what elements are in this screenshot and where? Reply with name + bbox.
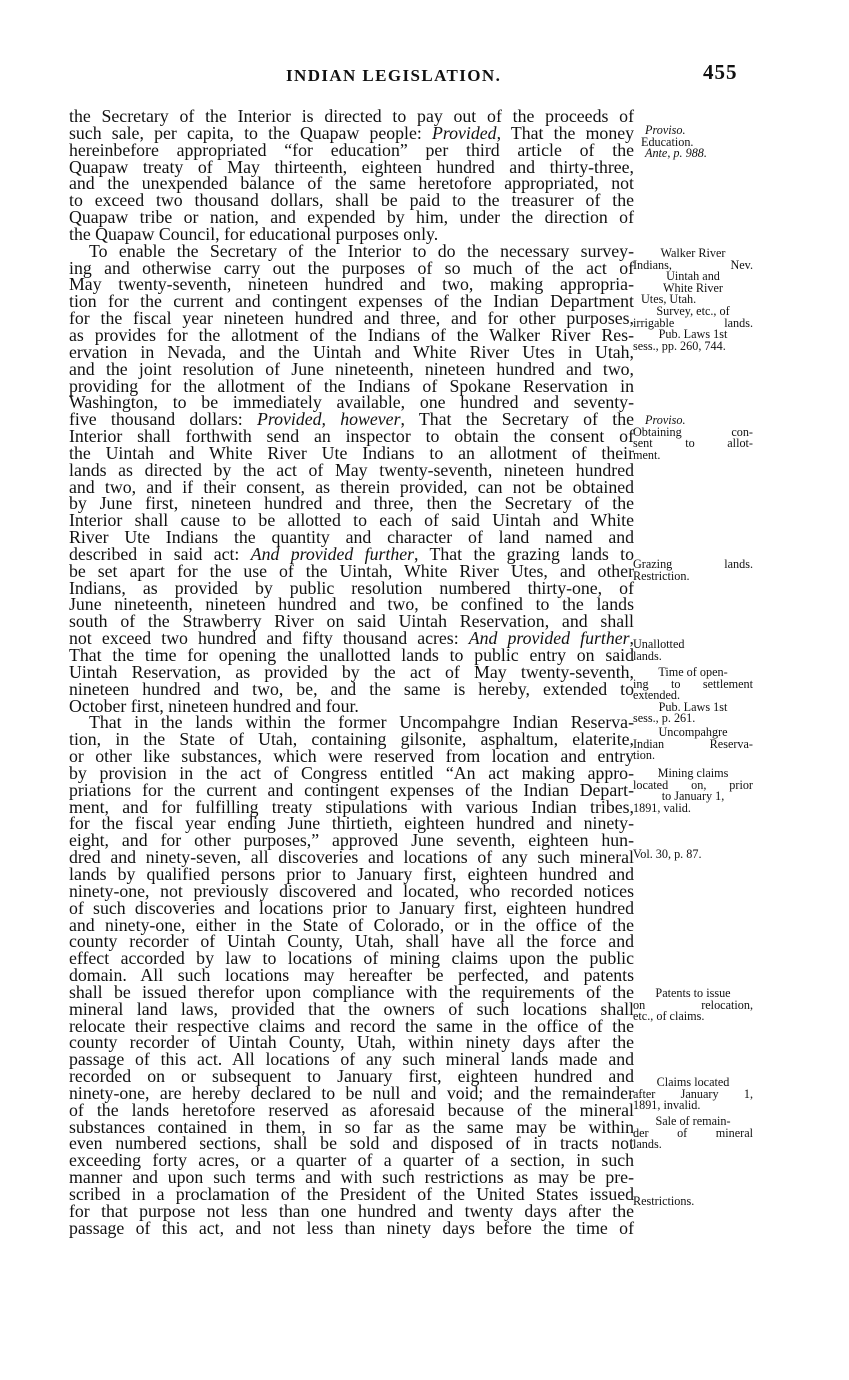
text-line: manner and upon such terms and with such restrictions as may be pre- bbox=[69, 1167, 634, 1188]
margin-note bbox=[633, 248, 753, 352]
margin-note-line: located on, prior bbox=[633, 777, 753, 792]
margin-note bbox=[633, 667, 753, 725]
text-line: scribed in a proclamation of the President of the United States issued bbox=[69, 1184, 634, 1204]
text-line: by June first, nineteen hundred and three, then the Secretary of the bbox=[69, 493, 634, 514]
running-head: INDIAN LEGISLATION. bbox=[286, 66, 502, 85]
text-line: River Ute Indians the quantity and character of land named and bbox=[69, 527, 634, 548]
margin-note-line: Uncompahgre bbox=[658, 725, 728, 739]
margin-note-line: 1891, valid. bbox=[633, 800, 691, 815]
text-line: ninety-one, not previously discovered and located, who recorded notices bbox=[69, 880, 634, 901]
text-line: not exceed two hundred and fifty thousand acres: And provided further, bbox=[69, 628, 634, 649]
text-line: or other like substances, which were reserved from location and entry bbox=[69, 746, 634, 767]
margin-note-line: lands. bbox=[633, 648, 662, 663]
text-line: June nineteenth, nineteen hundred and two, be confined to the lands bbox=[69, 594, 634, 615]
margin-note-line: on relocation, bbox=[633, 997, 753, 1012]
text-line: ervation in Nevada, and the Uintah and White River Utes in Utah, bbox=[69, 341, 634, 362]
margin-note-line: sent to allot- bbox=[633, 436, 753, 451]
text-line: mineral land laws, provided that the owners of such locations shall bbox=[69, 998, 634, 1019]
margin-note-line: Proviso. bbox=[645, 123, 686, 137]
text-line: Quapaw treaty of May thirteenth, eighteen hundred and thirty-three, bbox=[69, 156, 634, 177]
text-line: ing and otherwise carry out the purposes of so much of the act of bbox=[69, 257, 634, 278]
text-line: To enable the Secretary of the Interior to do the necessary survey- bbox=[89, 240, 634, 261]
text-line: described in said act: And provided further, That the grazing lands to bbox=[69, 543, 634, 564]
margin-note-line: Pub. Laws 1st bbox=[658, 699, 728, 714]
text-line: to exceed two thousand dollars, shall be paid to the treasurer of the bbox=[69, 190, 634, 211]
text-line: and ninety-one, either in the State of Colorado, or in the office of the bbox=[69, 914, 634, 935]
text-line: effect accorded by law to locations of mining claims upon the public bbox=[69, 948, 634, 969]
text-line: and two, and if their consent, as therein provided, can not be obtained bbox=[69, 476, 634, 497]
margin-note bbox=[633, 988, 753, 1023]
text-line: recorded on or subsequent to January first, eighteen hundred and bbox=[69, 1066, 634, 1087]
text-line: and the unexpended balance of the same heretofore appropriated, not bbox=[69, 173, 634, 194]
margin-note bbox=[633, 125, 753, 160]
text-line: and the joint resolution of June nineteenth, nineteen hundred and two, bbox=[69, 358, 634, 379]
text-line: for the fiscal year ending June thirtieth, eighteen hundred and ninety- bbox=[69, 813, 634, 834]
margin-note-line: irrigable lands. bbox=[633, 315, 753, 330]
margin-note-line: ing to settlement bbox=[633, 676, 753, 691]
margin-note-line: etc., of claims. bbox=[633, 1009, 705, 1024]
text-line: the Uintah and White River Ute Indians to an allotment of their bbox=[69, 442, 634, 463]
margin-note-line: Unallotted bbox=[633, 637, 685, 651]
text-line: as provides for the allotment of the Indians of the Walker River Res- bbox=[69, 324, 634, 345]
text-line: hereinbefore appropriated “for education” per third article of the bbox=[69, 139, 634, 160]
text-line: passage of this act. All locations of any such mineral lands made and bbox=[69, 1049, 634, 1070]
margin-note-line: Indian Reserva- bbox=[633, 736, 753, 751]
text-line: domain. All such locations may hereafter be perfected, and patents bbox=[69, 965, 634, 986]
margin-note-line: lands. bbox=[633, 1137, 662, 1152]
text-line: such sale, per capita, to the Quapaw people: Provided, That the money bbox=[69, 122, 634, 143]
margin-note bbox=[633, 1077, 753, 1112]
text-line: shall be issued therefor upon compliance with the requirements of the bbox=[69, 981, 634, 1002]
margin-note-line: extended. bbox=[633, 688, 681, 703]
text-line: Indians, as provided by public resolution numbered thirty-one, of bbox=[69, 577, 634, 598]
margin-note-line: Walker River bbox=[660, 246, 726, 260]
margin-note-line: Vol. 30, p. 87. bbox=[633, 847, 702, 861]
text-line: relocate their respective claims and record the same in the office of the bbox=[69, 1015, 634, 1036]
margin-note-line: after January 1, bbox=[633, 1086, 753, 1101]
margin-note-line: Sale of remain- bbox=[655, 1114, 731, 1128]
margin-note bbox=[633, 1196, 753, 1208]
text-line: for that purpose not less than one hundred and twenty days after the bbox=[69, 1200, 634, 1221]
margin-note-line: Obtaining con- bbox=[633, 424, 753, 439]
margin-note bbox=[633, 768, 753, 814]
margin-note-line: Indians, Nev. bbox=[633, 257, 753, 272]
text-line: That the time for opening the unallotted lands to public entry on said bbox=[69, 645, 634, 665]
margin-note-line: Pub. Laws 1st bbox=[658, 327, 728, 342]
text-line: tion, in the State of Utah, containing gilsonite, asphaltum, elaterite, bbox=[69, 729, 634, 750]
text-line: passage of this act, and not less than ninety days before the time of bbox=[69, 1217, 634, 1238]
text-line: of such discoveries and locations prior to January first, eighteen hundred bbox=[69, 897, 634, 918]
margin-note bbox=[633, 727, 753, 762]
margin-note-line: 1891, invalid. bbox=[633, 1098, 701, 1113]
text-line: Interior shall cause to be allotted to each of said Uintah and White bbox=[69, 510, 634, 531]
margin-note-line: Restrictions. bbox=[633, 1194, 695, 1208]
margin-note-line: Patents to issue bbox=[655, 986, 731, 1000]
main-text bbox=[69, 108, 634, 1237]
margin-note-line: to January 1, bbox=[661, 789, 725, 804]
text-line: dred and ninety-seven, all discoveries and locations of any such mineral bbox=[69, 847, 634, 868]
text-line: Quapaw tribe or nation, and expended by him, under the direction of bbox=[69, 207, 634, 228]
text-line: lands as directed by the act of May twenty-seventh, nineteen hundred bbox=[69, 459, 634, 480]
margin-note-line: Grazing lands. bbox=[633, 557, 753, 571]
margin-note-line: Uintah and bbox=[666, 269, 720, 284]
margin-note-line: Mining claims bbox=[657, 766, 729, 780]
margin-note-line: Time of open- bbox=[658, 665, 728, 679]
text-line: Washington, to be immediately available, one hundred and seventy- bbox=[69, 392, 634, 413]
text-line: lands by qualified persons prior to January first, eighteen hundred and bbox=[69, 863, 634, 884]
text-line: nineteen hundred and two, be, and the same is hereby, extended to bbox=[69, 678, 634, 699]
margin-note-line: Education. bbox=[641, 134, 694, 149]
text-line: providing for the allotment of the Indians of Spokane Reservation in bbox=[69, 375, 634, 396]
margin-note-line: Survey, etc., of bbox=[656, 303, 730, 318]
margin-note bbox=[633, 559, 753, 582]
text-line: of the lands heretofore reserved as aforesaid because of the mineral bbox=[69, 1099, 634, 1120]
text-line: exceeding forty acres, or a quarter of a quarter of a section, in such bbox=[69, 1150, 634, 1171]
margin-note bbox=[633, 415, 753, 461]
text-line: October first, nineteen hundred and four. bbox=[69, 695, 359, 716]
margin-note-line: White River bbox=[663, 280, 723, 295]
text-line: even numbered sections, shall be sold and disposed of in tracts not bbox=[69, 1133, 634, 1154]
margin-note-line: der of mineral bbox=[633, 1125, 753, 1140]
margin-note bbox=[633, 1116, 753, 1151]
text-line: eight, and for other purposes,” approved June seventh, eighteen hun- bbox=[69, 830, 634, 851]
margin-note-line: ment. bbox=[633, 447, 661, 462]
margin-note-line: tion. bbox=[633, 748, 656, 763]
page-number: 455 bbox=[703, 60, 738, 84]
margin-note-line: Utes, Utah. bbox=[641, 292, 697, 307]
text-line: be set apart for the use of the Uintah, White River Utes, and other bbox=[69, 560, 634, 581]
text-line: ment, and for fulfilling treaty stipulations with various Indian tribes, bbox=[69, 796, 634, 817]
page-header bbox=[0, 60, 849, 90]
text-line: the Quapaw Council, for educational purposes only. bbox=[69, 223, 439, 244]
text-line: county recorder of Uintah County, Utah, shall have all the force and bbox=[69, 931, 634, 952]
margin-note-line: Restriction. bbox=[633, 568, 690, 583]
text-line: Interior shall forthwith send an inspector to obtain the consent of bbox=[69, 426, 634, 447]
margin-note-line: sess., pp. 260, 744. bbox=[633, 338, 726, 353]
text-line: That in the lands within the former Uncompahgre Indian Reserva- bbox=[89, 712, 634, 733]
margin-note bbox=[633, 849, 753, 861]
text-line: south of the Strawberry River on said Uintah Reservation, and shall bbox=[69, 611, 634, 632]
text-line: five thousand dollars: Provided, however, That the Secretary of the bbox=[69, 409, 634, 430]
text-line: for the fiscal year nineteen hundred and three, and for other purposes, bbox=[69, 308, 634, 329]
text-line: the Secretary of the Interior is directed to pay out of the proceeds of bbox=[69, 106, 634, 126]
text-line: by provision in the act of Congress entitled “An act making appro- bbox=[69, 762, 634, 783]
text-line: tion for the current and contingent expenses of the Indian Department bbox=[69, 291, 634, 312]
margin-note-line: Proviso. bbox=[645, 413, 686, 427]
margin-note-line: Ante, p. 988. bbox=[645, 146, 707, 161]
margin-note-line: sess., p. 261. bbox=[633, 711, 696, 726]
text-line: May twenty-seventh, nineteen hundred and two, making appropria- bbox=[69, 274, 634, 295]
margin-note-line: Claims located bbox=[656, 1075, 730, 1089]
text-line: substances contained in them, in so far as the same may be within bbox=[69, 1116, 634, 1137]
text-line: Uintah Reservation, as provided by the act of May twenty-seventh, bbox=[69, 661, 634, 682]
text-line: priations for the current and contingent expenses of the Indian Depart- bbox=[69, 779, 634, 800]
text-line: ninety-one, are hereby declared to be null and void; and the remainder bbox=[69, 1082, 634, 1103]
text-line: county recorder of Uintah County, Utah, within ninety days after the bbox=[69, 1032, 634, 1053]
margin-note bbox=[633, 639, 753, 662]
